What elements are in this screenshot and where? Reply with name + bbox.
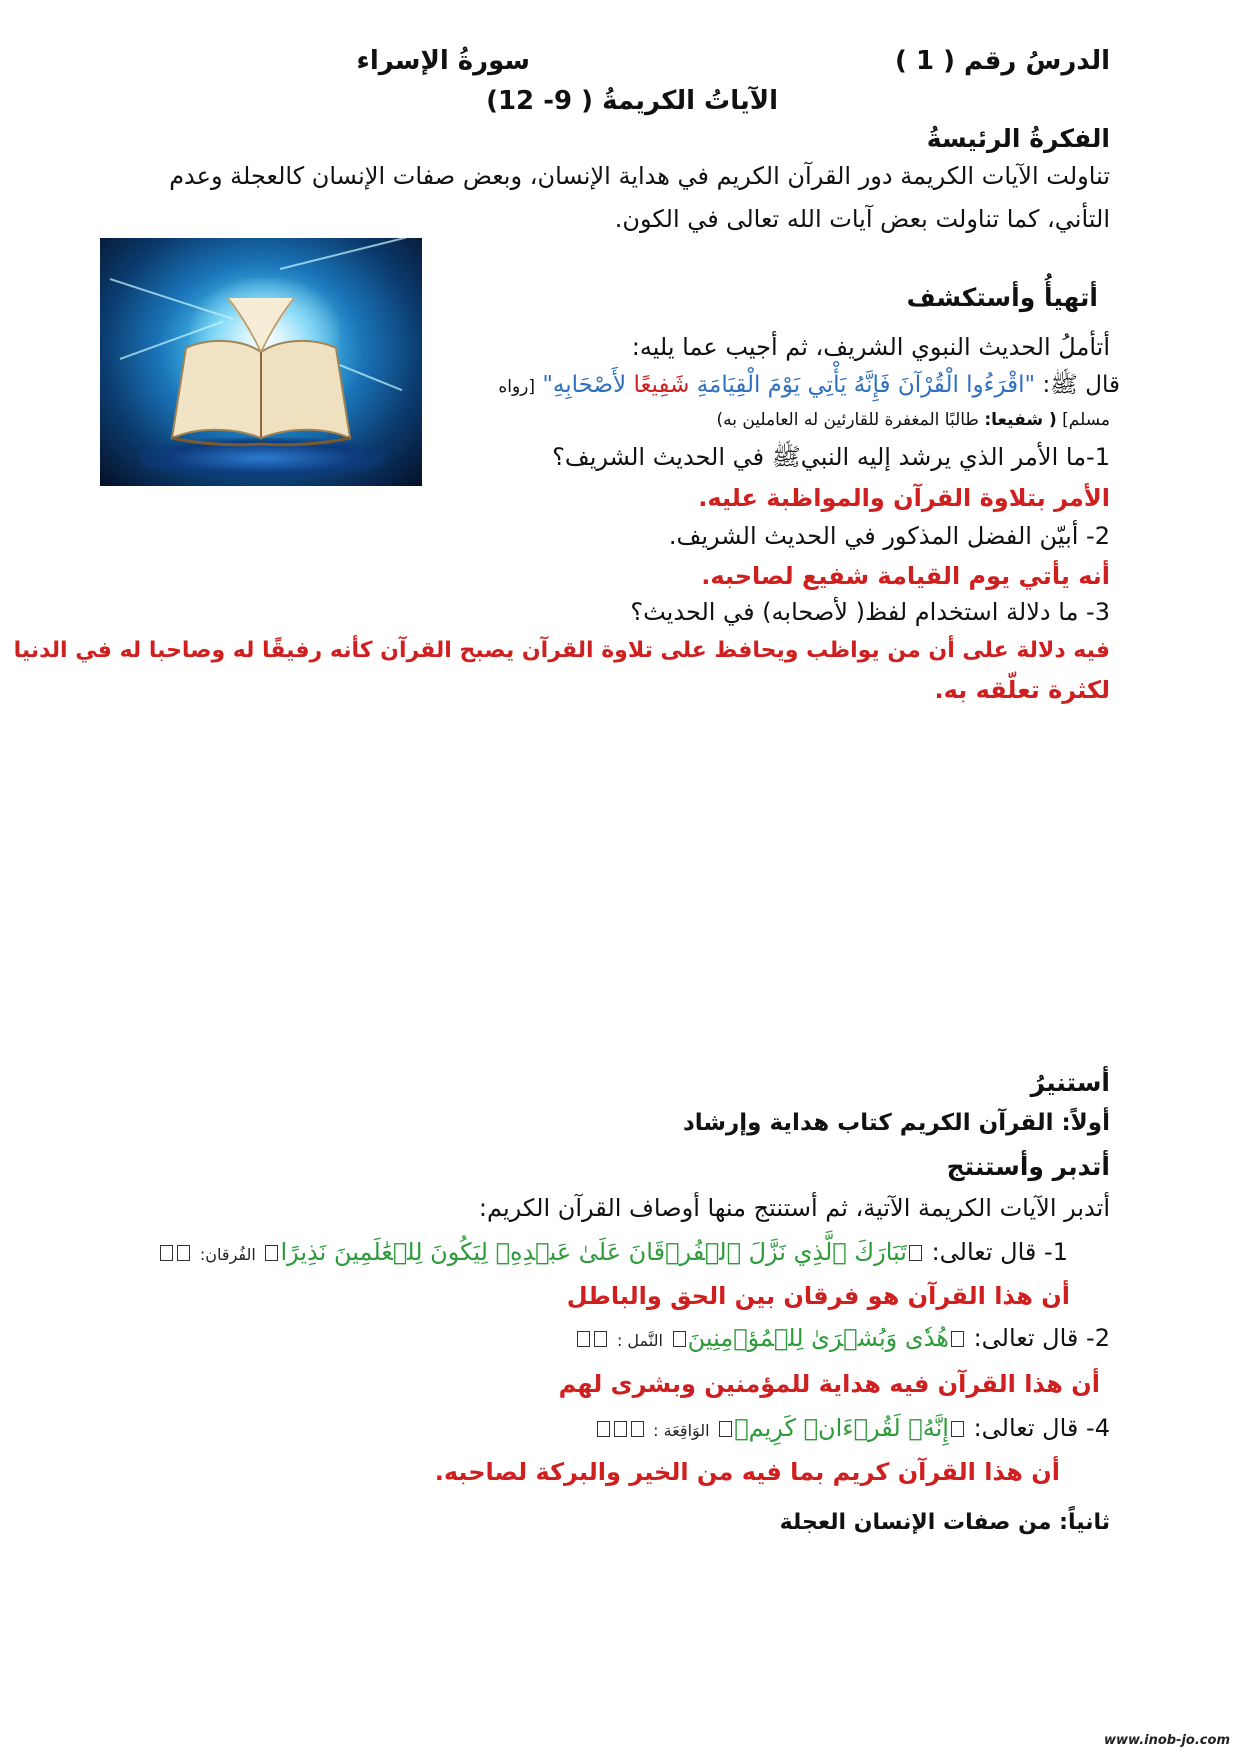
verse-text: تَبَارَكَ ٱلَّذِي نَزَّلَ ٱلۡفُرۡقَانَ عَلَىٰ عَبۡدِهِۦ لِيَكُونَ لِلۡعَٰلَمِينَ نَذِيرًا bbox=[280, 1238, 907, 1266]
verse-item-4 bbox=[595, 1414, 1110, 1442]
verse-answer-1: أن هذا القرآن هو فرقان بين الحق والباطل bbox=[566, 1282, 1070, 1310]
bracket-glyph-icon bbox=[909, 1245, 922, 1261]
number-glyph-icon bbox=[631, 1421, 644, 1437]
prepare-intro: أتأملُ الحديث النبوي الشريف، ثم أجيب عما يليه: bbox=[631, 333, 1110, 361]
hadith-highlight: شَفِيعًا bbox=[633, 372, 690, 398]
main-idea-heading: الفكرةُ الرئيسةُ bbox=[926, 124, 1110, 153]
answer-2: أنه يأتي يوم القيامة شفيع لصاحبه. bbox=[701, 562, 1110, 590]
verse-answer-4: أن هذا القرآن كريم بما فيه من الخير والبركة لصاحبه. bbox=[434, 1458, 1060, 1486]
reflect-intro: أتدبر الآيات الكريمة الآتية، ثم أستنتج منها أوصاف القرآن الكريم: bbox=[478, 1194, 1110, 1222]
verse-item-1 bbox=[158, 1238, 1068, 1266]
gloss-line bbox=[716, 410, 1110, 430]
verses-title: الآياتُ الكريمةُ ( 9- 12) bbox=[486, 86, 778, 116]
answer-1: الأمر بتلاوة القرآن والمواظبة عليه. bbox=[698, 484, 1110, 512]
hadith-line bbox=[498, 370, 1120, 404]
verse-number: 1- bbox=[1044, 1238, 1068, 1266]
number-glyph-icon bbox=[614, 1421, 627, 1437]
verse-reference: النَّمل : bbox=[616, 1331, 663, 1350]
bracket-glyph-icon bbox=[719, 1421, 732, 1437]
enlighten-heading: أستنيرُ bbox=[1030, 1068, 1110, 1097]
hadith-prefix: قال ﷺ: bbox=[1042, 372, 1120, 398]
gloss-label: ( شفيعا: bbox=[984, 410, 1057, 430]
hadith-source-end: مسلم] bbox=[1062, 410, 1110, 430]
second-topic: ثانياً: من صفات الإنسان العجلة bbox=[779, 1510, 1110, 1535]
bracket-glyph-icon bbox=[951, 1421, 964, 1437]
verse-number: 2- bbox=[1086, 1324, 1110, 1352]
number-glyph-icon bbox=[177, 1245, 190, 1261]
answer-3-line-1: فيه دلالة على أن من يواظب ويحافظ على تلاوة القرآن يصبح القرآن كأنه رفيقًا له وصاحبا له في الدنيا bbox=[13, 638, 1110, 663]
answer-3-line-2: لكثرة تعلّقه به. bbox=[934, 676, 1110, 704]
hadith-end: لأَصْحَابِهِ" bbox=[542, 372, 627, 398]
number-glyph-icon bbox=[577, 1331, 590, 1347]
question-1: 1-ما الأمر الذي يرشد إليه النبيﷺ في الحديث الشريف؟ bbox=[552, 443, 1110, 471]
hadith-text: "اقْرَءُوا الْقُرْآنَ فَإِنَّهُ يَأْتِي يَوْمَ الْقِيَامَةِ bbox=[696, 372, 1036, 398]
main-idea-line-1: تناولت الآيات الكريمة دور القرآن الكريم في هداية الإنسان، وبعض صفات الإنسان كالعجلة وعدم bbox=[169, 162, 1110, 190]
number-glyph-icon bbox=[594, 1331, 607, 1347]
verse-said: قال تعالى: bbox=[973, 1324, 1079, 1352]
number-glyph-icon bbox=[597, 1421, 610, 1437]
verse-text: إِنَّهُۥ لَقُرۡءَانٞ كَرِيمٞ bbox=[734, 1414, 949, 1442]
verse-answer-2: أن هذا القرآن فيه هداية للمؤمنين وبشرى لهم bbox=[558, 1370, 1100, 1398]
hadith-source: [رواه bbox=[498, 377, 535, 397]
first-topic: أولاً: القرآن الكريم كتاب هداية وإرشاد bbox=[682, 1110, 1110, 1136]
verse-item-2 bbox=[575, 1324, 1110, 1352]
verse-said: قال تعالى: bbox=[931, 1238, 1037, 1266]
lesson-number: الدرسُ رقم ( 1 ) bbox=[895, 46, 1110, 76]
question-3: 3- ما دلالة استخدام لفظ( لأصحابه) في الحديث؟ bbox=[630, 598, 1110, 626]
prepare-heading: أتهيأُ وأستكشف bbox=[906, 283, 1098, 312]
verse-number: 4- bbox=[1086, 1414, 1110, 1442]
bracket-glyph-icon bbox=[265, 1245, 278, 1261]
reflect-heading: أتدبر وأستنتج bbox=[946, 1152, 1110, 1181]
glowing-quran-image bbox=[100, 238, 422, 486]
verse-reference: الوَاقِعَة : bbox=[653, 1421, 710, 1440]
verse-said: قال تعالى: bbox=[973, 1414, 1079, 1442]
verse-text: هُدٗى وَبُشۡرَىٰ لِلۡمُؤۡمِنِينَ bbox=[687, 1324, 949, 1352]
number-glyph-icon bbox=[160, 1245, 173, 1261]
question-2: 2- أبيّن الفضل المذكور في الحديث الشريف. bbox=[668, 522, 1110, 550]
main-idea-line-2: التأني، كما تناولت بعض آيات الله تعالى في الكون. bbox=[614, 205, 1110, 233]
surah-title: سورةُ الإسراء bbox=[356, 46, 530, 76]
open-book-icon bbox=[100, 238, 422, 486]
gloss-text: طالبًا المغفرة للقارئين له العاملين به) bbox=[716, 410, 979, 430]
bracket-glyph-icon bbox=[951, 1331, 964, 1347]
verse-reference: الفُرقان: bbox=[199, 1245, 256, 1264]
bracket-glyph-icon bbox=[673, 1331, 686, 1347]
footer-watermark: www.inob-jo.com bbox=[1104, 1733, 1230, 1748]
